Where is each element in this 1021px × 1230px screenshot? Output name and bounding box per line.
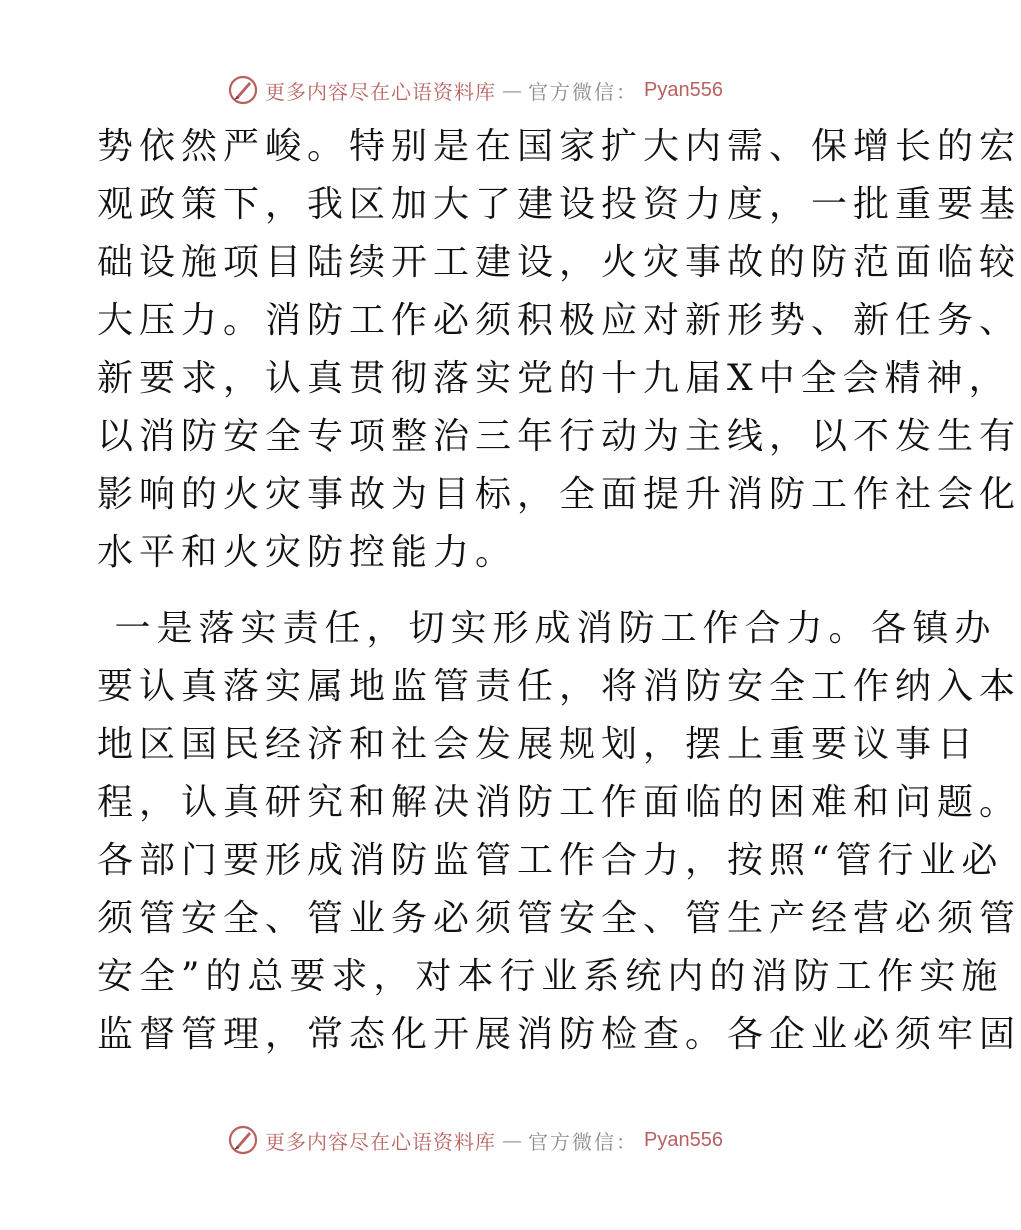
text-line: 程，认真研究和解决消防工作面临的困难和问题。 bbox=[97, 782, 1021, 823]
text-line: 安全”的总要求，对本行业系统内的消防工作实施 bbox=[97, 956, 1004, 997]
footer-watermark bbox=[0, 1120, 950, 1160]
watermark-wechat-id: Pyan556 bbox=[644, 1128, 723, 1151]
text-line: 势依然严峻。特别是在国家扩大内需、保增长的宏 bbox=[97, 126, 1021, 167]
watermark-dash: — bbox=[502, 78, 523, 102]
text-line: 监督管理，常态化开展消防检查。各企业必须牢固 bbox=[97, 1014, 1021, 1055]
watermark-wechat-label: 官方微信： bbox=[528, 1129, 639, 1154]
text-line: 新要求，认真贯彻落实党的十九届X中全会精神， bbox=[97, 358, 1011, 399]
text-line: 要认真落实属地监管责任，将消防安全工作纳入本 bbox=[97, 666, 1021, 707]
watermark-dash: — bbox=[502, 1128, 523, 1152]
watermark-text: 更多内容尽在心语资料库 bbox=[265, 1129, 497, 1154]
text-line: 观政策下，我区加大了建设投资力度，一批重要基 bbox=[97, 184, 1021, 225]
document-body bbox=[97, 118, 1021, 1064]
text-line: 须管安全、管业务必须管安全、管生产经营必须管 bbox=[97, 898, 1021, 939]
paragraph bbox=[97, 118, 1021, 582]
text-line: 影响的火灾事故为目标，全面提升消防工作社会化 bbox=[97, 474, 1021, 515]
text-line: 以消防安全专项整治三年行动为主线，以不发生有 bbox=[97, 416, 1021, 457]
watermark-wechat-label: 官方微信： bbox=[528, 79, 639, 104]
text-line: 地区国民经济和社会发展规划，摆上重要议事日 bbox=[97, 724, 980, 765]
quill-pen-logo-icon bbox=[227, 1124, 259, 1156]
text-line: 各部门要形成消防监管工作合力，按照“管行业必 bbox=[97, 840, 1004, 881]
text-line: 大压力。消防工作必须积极应对新形势、新任务、 bbox=[97, 300, 1021, 341]
header-watermark bbox=[0, 70, 950, 110]
paragraph-spacer bbox=[97, 582, 857, 600]
watermark-wechat-id: Pyan556 bbox=[644, 78, 723, 101]
text-line: 水平和火灾防控能力。 bbox=[97, 532, 518, 573]
paragraph bbox=[97, 600, 1021, 1064]
watermark-text: 更多内容尽在心语资料库 bbox=[265, 79, 497, 104]
text-line: 一是落实责任，切实形成消防工作合力。各镇办 bbox=[97, 608, 997, 649]
quill-pen-logo-icon bbox=[227, 74, 259, 106]
text-line: 础设施项目陆续开工建设，火灾事故的防范面临较 bbox=[97, 242, 1021, 283]
